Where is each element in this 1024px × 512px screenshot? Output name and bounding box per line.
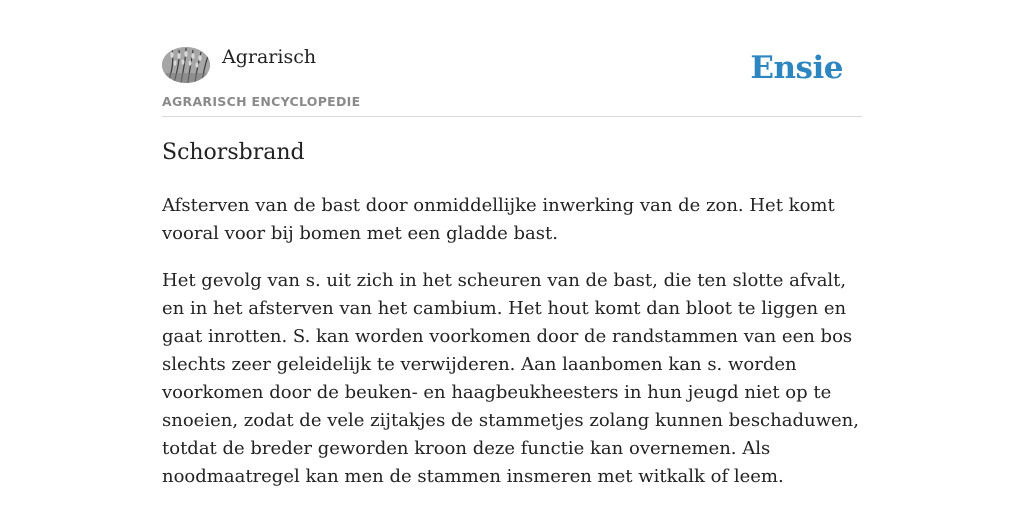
page-header [162,0,862,117]
page-title: Schorsbrand [162,140,305,165]
source-title[interactable]: Agrarisch [222,46,317,68]
article-body [162,192,862,510]
article-paragraph: Het gevolg van s. uit zich in het scheuren van de bast, die ten slotte afvalt, en in het afsterven van het cambium. Het hout komt dan bloot te liggen en gaat inrotten. S. kan worden voorkomen door de randstammen van een bos slechts zeer geleidelijk te verwijderen. Aan laanbomen kan s. worden voorkomen door de beuken- en haagbeukheesters in hun jeugd niet op te snoeien, zodat de vele zijtakjes de stammetjes zolang kunnen beschaduwen, totdat de breder geworden kroon deze functie kan overnemen. Als noodmaatregel kan men de stammen insmeren met witkalk of leem. [162,270,859,487]
wheat-logo-icon[interactable] [162,47,210,83]
page-container [162,0,862,487]
article-paragraph: Afsterven van de bast door onmiddellijke inwerking van de zon. Het komt vooral voor bij bomen met een gladde bast. [162,195,835,244]
source-subtitle: AGRARISCH ENCYCLOPEDIE [162,94,361,109]
brand-logo[interactable]: Ensie [750,50,843,86]
